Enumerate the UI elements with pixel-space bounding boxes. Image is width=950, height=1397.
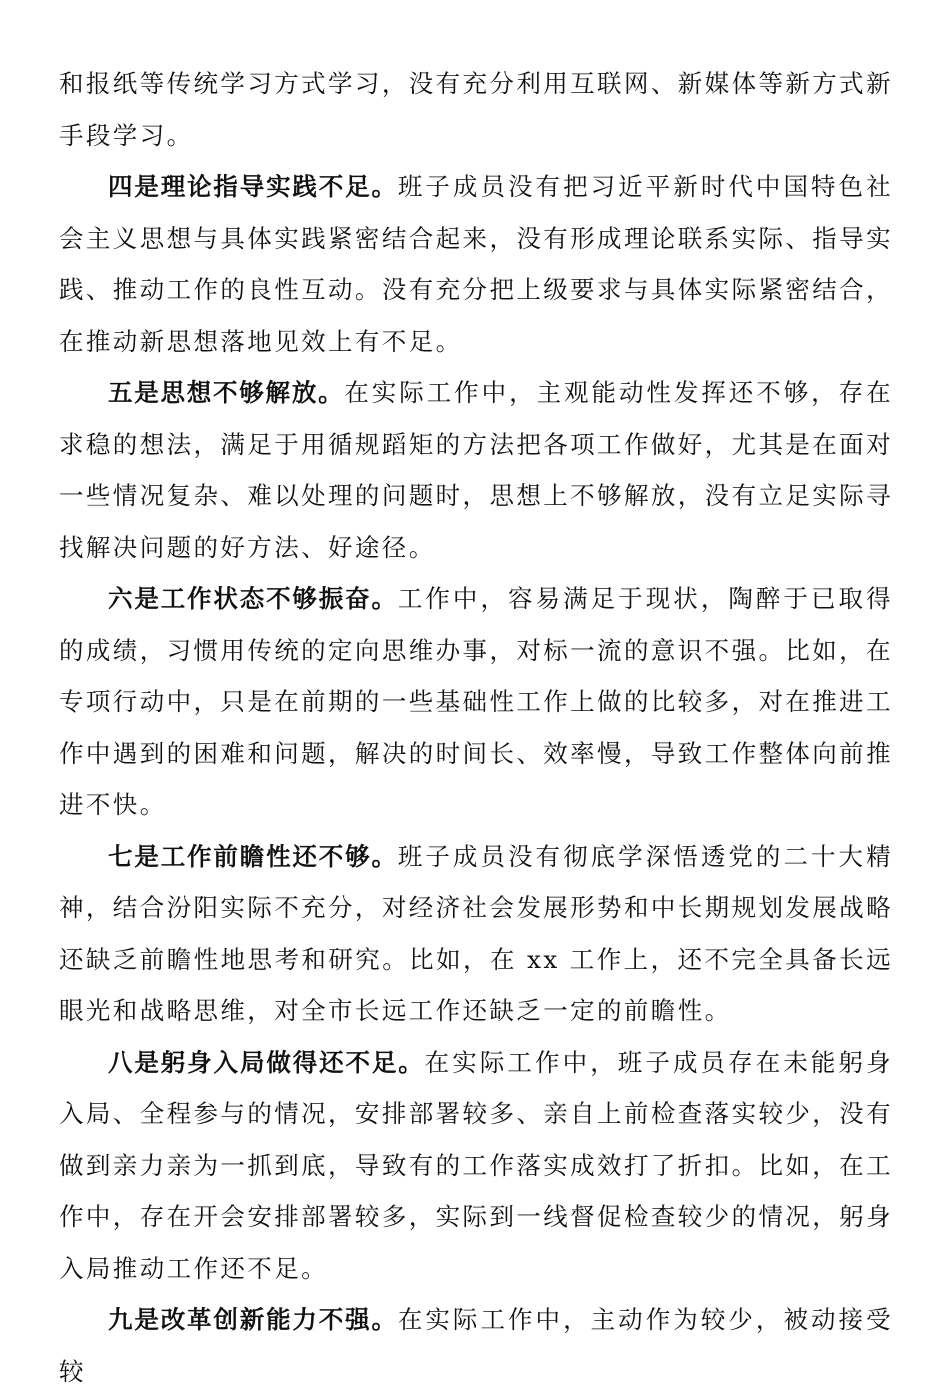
paragraph-point-9 <box>59 1294 893 1397</box>
paragraph-point-6 <box>59 573 893 831</box>
document-page <box>59 58 893 1397</box>
paragraph-point-7 <box>59 831 893 1037</box>
paragraph-point-5 <box>59 367 893 573</box>
paragraph-body: 和报纸等传统学习方式学习，没有充分利用互联网、新媒体等新方式新手段学习。 <box>59 69 893 150</box>
paragraph-heading: 五是思想不够解放。 <box>108 378 345 407</box>
paragraph-body: 班子成员没有彻底学深悟透党的二十大精神，结合汾阳实际不充分，对经济社会发展形势和中长期规划发展战略还缺乏前瞻性地思考和研究。比如，在 xx 工作上，还不完全具备长远眼光和战略思维，对全市长远工作还缺乏一定的前瞻性。 <box>59 841 893 1025</box>
paragraph-body: 工作中，容易满足于现状，陶醉于已取得的成绩，习惯用传统的定向思维办事，对标一流的意识不强。比如，在专项行动中，只是在前期的一些基础性工作上做的比较多，对在推进工作中遇到的困难和问题，解决的时间长、效率慢，导致工作整体向前推进不快。 <box>59 584 893 819</box>
paragraph-body: 班子成员没有把习近平新时代中国特色社会主义思想与具体实践紧密结合起来，没有形成理论联系实际、指导实践、推动工作的良性互动。没有充分把上级要求与具体实际紧密结合，在推动新思想落地见效上有不足。 <box>59 172 893 356</box>
paragraph-body: 在实际工作中，主动作为较少，被动接受较 <box>59 1305 893 1386</box>
paragraph-heading: 六是工作状态不够振奋。 <box>108 584 398 613</box>
paragraph-heading: 八是躬身入局做得还不足。 <box>108 1047 425 1077</box>
paragraph-point-8 <box>59 1037 893 1295</box>
paragraph-heading: 九是改革创新能力不强。 <box>108 1305 398 1334</box>
paragraph-continuation <box>59 58 893 161</box>
paragraph-body: 在实际工作中，班子成员存在未能躬身入局、全程参与的情况，安排部署较多、亲自上前检查落实较少，没有做到亲力亲为一抓到底，导致有的工作落实成效打了折扣。比如，在工作中，存在开会安排部署较多，实际到一线督促检查较少的情况，躬身入局推动工作还不足。 <box>59 1047 893 1283</box>
paragraph-heading: 四是理论指导实践不足。 <box>108 172 398 201</box>
paragraph-point-4 <box>59 161 893 367</box>
paragraph-body: 在实际工作中，主观能动性发挥还不够，存在求稳的想法，满足于用循规蹈矩的方法把各项工作做好，尤其是在面对一些情况复杂、难以处理的问题时，思想上不够解放，没有立足实际寻找解决问题的好方法、好途径。 <box>59 378 893 562</box>
paragraph-heading: 七是工作前瞻性还不够。 <box>108 841 398 871</box>
